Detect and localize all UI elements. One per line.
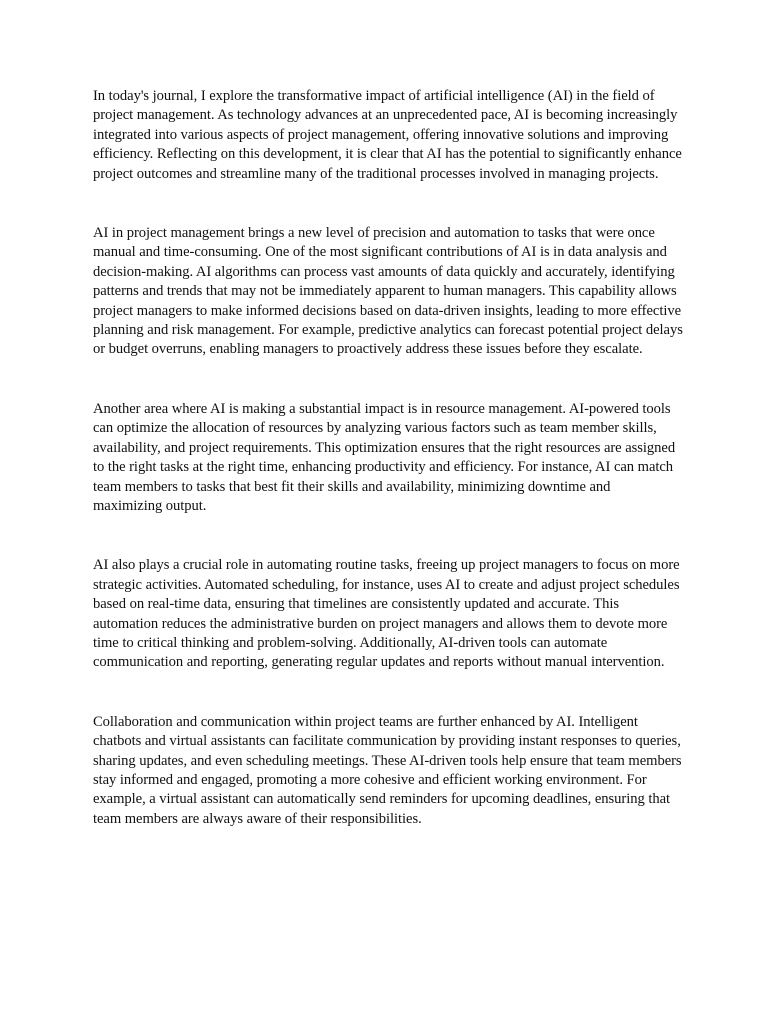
paragraph-resource-management: Another area where AI is making a substantial impact is in resource management. AI-powered tools can optimize the allocation of resources by analyzing various factors such as team member skills, availability, and project requirements. This optimization ensures that the right resources are assigned to the right tasks at the right time, enhancing productivity and efficiency. For instance, AI can match team members to tasks that best fit their skills and availability, minimizing downtime and maximizing output. bbox=[93, 400, 676, 514]
document-body bbox=[93, 87, 683, 829]
paragraph-collaboration: Collaboration and communication within project teams are further enhanced by AI. Intelligent chatbots and virtual assistants can facilitate communication by providing instant responses to queries, sharing updates, and even scheduling meetings. These AI-driven tools help ensure that team members stay informed and engaged, promoting a more cohesive and efficient working environment. For example, a virtual assistant can automatically send reminders for upcoming deadlines, ensuring that team members are always aware of their responsibilities. bbox=[93, 713, 682, 827]
paragraph-automation: AI also plays a crucial role in automating routine tasks, freeing up project managers to focus on more strategic activities. Automated scheduling, for instance, uses AI to create and adjust project schedules based on real-time data, ensuring that timelines are consistently updated and accurate. This automation reduces the administrative burden on project managers and allows them to devote more time to critical thinking and problem-solving. Additionally, AI-driven tools can automate communication and reporting, generating regular updates and reports without manual intervention. bbox=[93, 557, 680, 671]
paragraph-data-analysis: AI in project management brings a new level of precision and automation to tasks that were once manual and time-consuming. One of the most significant contributions of AI is in data analysis and decision-making. AI algorithms can process vast amounts of data quickly and accurately, identifying patterns and trends that may not be immediately apparent to human managers. This capability allows project managers to make informed decisions based on data-driven insights, leading to more effective planning and risk management. For example, predictive analytics can forecast potential project delays or budget overruns, enabling managers to proactively address these issues before they escalate. bbox=[93, 225, 683, 358]
paragraph-intro: In today's journal, I explore the transformative impact of artificial intelligence (AI) in the field of project management. As technology advances at an unprecedented pace, AI is becoming increasingly integrated into various aspects of project management, offering innovative solutions and improving efficiency. Reflecting on this development, it is clear that AI has the potential to significantly enhance project outcomes and streamline many of the traditional processes involved in managing projects. bbox=[93, 88, 682, 182]
